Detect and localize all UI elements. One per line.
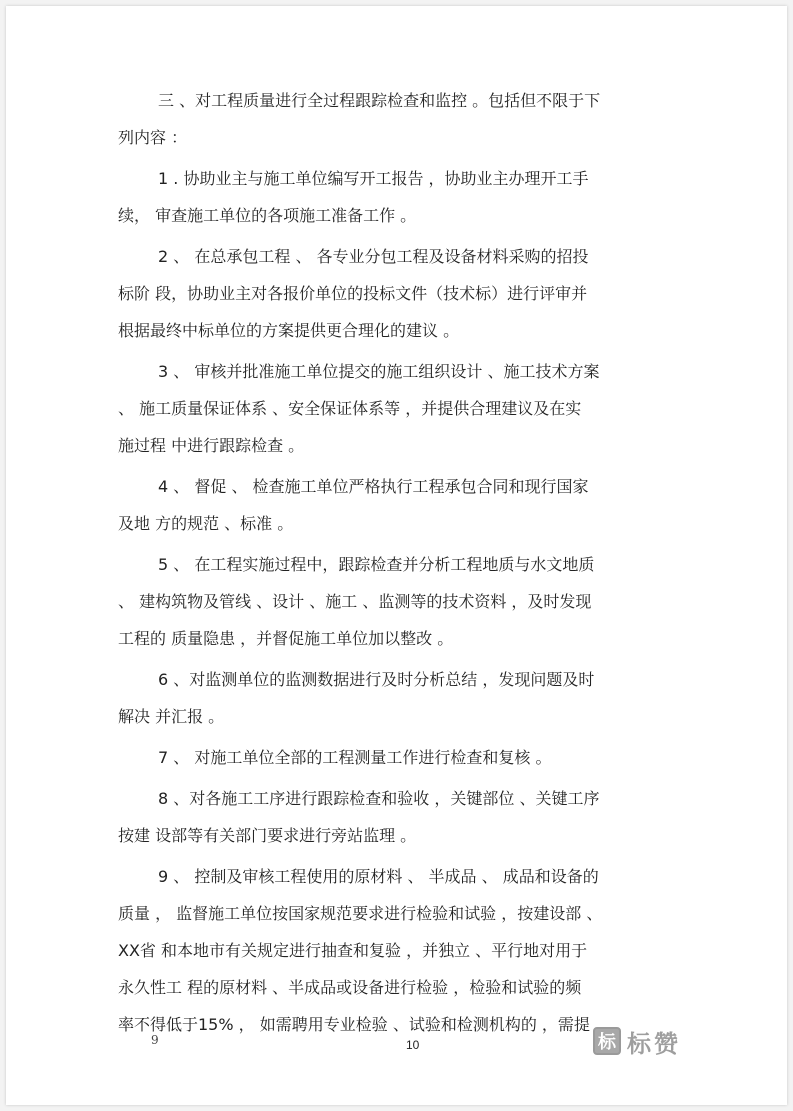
- watermark: [593, 1022, 681, 1060]
- text-line: XX省 和本地市有关规定进行抽查和复验 ，并独立 、平行地对用于: [118, 941, 588, 960]
- text-line: 解决 并汇报 。: [118, 707, 225, 726]
- watermark-text: 标赞: [627, 1029, 681, 1058]
- text-line: 按建 设部等有关部门要求进行旁站监理 。: [118, 826, 417, 845]
- page-number: 10: [406, 1038, 420, 1052]
- text-line: 6 、对监测单位的监测数据进行及时分析总结 ，发现问题及时: [158, 670, 595, 689]
- text-line: 4 、 督促 、 检查施工单位严格执行工程承包合同和现行国家: [158, 477, 589, 496]
- text-line: 7 、 对施工单位全部的工程测量工作进行检查和复核 。: [158, 748, 552, 767]
- watermark-logo-icon: 标: [593, 1027, 621, 1055]
- document-body: [118, 88, 688, 1049]
- text-line: 施过程 中进行跟踪检查 。: [118, 436, 305, 455]
- text-line: 根据最终中标单位的方案提供更合理化的建议 。: [118, 321, 460, 340]
- text-line: 工程的 质量隐患 ，并督促施工单位加以整改 。: [118, 629, 454, 648]
- text-line: 、 施工质量保证体系 、安全保证体系等 ，并提供合理建议及在实: [118, 399, 582, 418]
- text-line: 1 . 协助业主与施工单位编写开工报告 ，协助业主办理开工手: [158, 169, 589, 188]
- document-page: [6, 6, 787, 1105]
- text-line: 9 、 控制及审核工程使用的原材料 、 半成品 、 成品和设备的: [158, 867, 599, 886]
- text-line: 续， 审查施工单位的各项施工准备工作 。: [118, 206, 417, 225]
- text-line: 列内容 ：: [118, 128, 188, 147]
- text-line: 3 、 审核并批准施工单位提交的施工组织设计 、施工技术方案: [158, 362, 600, 381]
- text-line: 标阶 段，协助业主对各报价单位的投标文件（技术标）进行评审并: [118, 284, 588, 303]
- text-line: 5 、 在工程实施过程中，跟踪检查并分析工程地质与水文地质: [158, 555, 595, 574]
- text-line: 、 建构筑物及管线 、设计 、施工 、监测等的技术资料 ，及时发现: [118, 592, 592, 611]
- text-line: 永久性工 程的原材料 、半成品或设备进行检验 ，检验和试验的频: [118, 978, 582, 997]
- text-line: 三 、对工程质量进行全过程跟踪检查和监控 。包括但不限于下: [158, 91, 601, 110]
- text-line: 及地 方的规范 、标准 。: [118, 514, 294, 533]
- text-line: 8 、对各施工工序进行跟踪检查和验收 ，关键部位 、关键工序: [158, 789, 600, 808]
- text-line: 率不得低于15% ， 如需聘用专业检验 、试验和检测机构的 ，需提: [118, 1015, 590, 1034]
- text-line: 质量 ， 监督施工单位按国家规范要求进行检验和试验 ，按建设部 、: [118, 904, 603, 923]
- text-line: 2 、 在总承包工程 、 各专业分包工程及设备材料采购的招投: [158, 247, 589, 266]
- footer-left-number: 9: [151, 1033, 159, 1047]
